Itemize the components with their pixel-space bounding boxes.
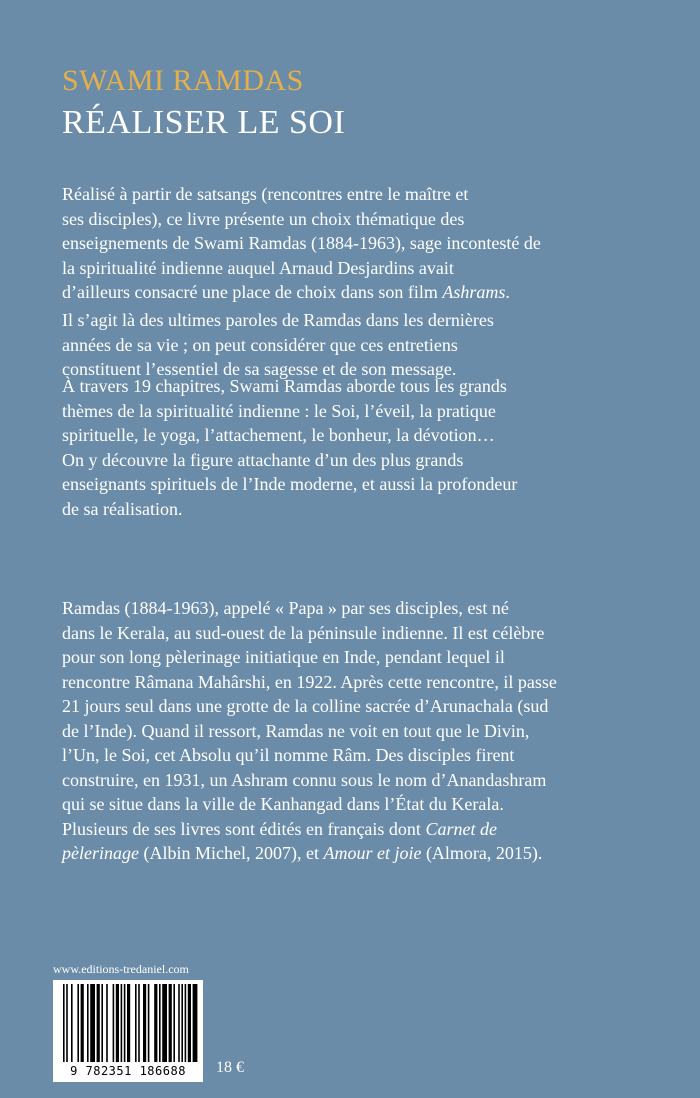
- book-title-italic: Carnet de: [425, 818, 497, 839]
- text-line: [62, 280, 652, 305]
- text-line: Ramdas (1884-1963), appelé « Papa » par ses disciples, est né: [62, 598, 509, 618]
- blurb-paragraph-1: [62, 182, 652, 305]
- barcode-bar: [185, 984, 187, 1062]
- text-line: [62, 817, 652, 842]
- price: 18 €: [216, 1059, 244, 1076]
- text-line: constituent l’essentiel de sa sagesse et de son message.: [62, 359, 457, 379]
- text-fragment: d’ailleurs consacré une place de choix dans son film: [62, 282, 443, 302]
- barcode-bar: [63, 984, 65, 1062]
- text-line: ses disciples), ce livre présente un choix thématique des: [62, 208, 465, 229]
- blurb-paragraph-3: [62, 374, 652, 521]
- text-fragment: Plusieurs de ses livres sont édités en français dont: [62, 818, 426, 839]
- barcode-bar: [193, 984, 198, 1062]
- text-fragment: (Almora, 2015).: [421, 843, 543, 863]
- barcode-bar: [135, 984, 137, 1062]
- barcode-bar: [127, 984, 130, 1062]
- barcode-bar: [90, 984, 95, 1062]
- author-bio: [62, 596, 652, 866]
- text-fragment: (Albin Michel, 2007), et: [138, 843, 324, 863]
- barcode-bar: [148, 984, 150, 1062]
- text-line: spirituelle, le yoga, l’attachement, le bonheur, la dévotion…: [62, 425, 495, 445]
- book-title-italic: pèlerinage: [62, 843, 139, 863]
- publisher-website: www.editions-tredaniel.com: [53, 962, 189, 976]
- barcode-bar: [106, 984, 108, 1062]
- barcode-bar: [159, 984, 161, 1062]
- text-line: rencontre Râmana Mahârshi, en 1922. Après cette rencontre, il passe: [62, 671, 557, 692]
- text-fragment: .: [505, 282, 510, 302]
- barcode-bar: [143, 984, 146, 1062]
- barcode-bar: [188, 984, 191, 1062]
- text-line: 21 jours seul dans une grotte de la colline sacrée d’Arunachala (sud: [62, 696, 549, 716]
- text-line: dans le Kerala, au sud-ouest de la péninsule indienne. Il est célèbre: [62, 622, 545, 643]
- text-line: années de sa vie ; on peut considérer que ces entretiens: [62, 334, 458, 355]
- text-line: À travers 19 chapitres, Swami Ramdas aborde tous les grands: [62, 376, 507, 396]
- barcode-bar: [169, 984, 172, 1062]
- barcode-bar: [162, 984, 167, 1062]
- barcode-bar: [101, 984, 103, 1062]
- barcode-bar: [124, 984, 126, 1062]
- blurb-paragraph-2: [62, 308, 652, 382]
- barcode-bar: [154, 984, 157, 1062]
- barcode-bar: [97, 984, 100, 1062]
- text-line: la spiritualité indienne auquel Arnaud Desjardins avait: [62, 257, 454, 278]
- book-title: RÉALISER LE SOI: [62, 104, 346, 141]
- author-name: SWAMI RAMDAS: [62, 64, 304, 97]
- text-line: thèmes de la spiritualité indienne : le Soi, l’éveil, la pratique: [62, 400, 496, 421]
- barcode-bar: [81, 984, 84, 1062]
- text-line: On y découvre la figure attachante d’un des plus grands: [62, 449, 464, 470]
- barcode-bar: [77, 984, 79, 1062]
- text-line: enseignements de Swami Ramdas (1884-1963), sage incontesté de: [62, 233, 541, 253]
- text-line: Il s’agit là des ultimes paroles de Ramdas dans les dernières: [62, 310, 494, 330]
- text-line: enseignants spirituels de l’Inde moderne, et aussi la profondeur: [62, 474, 518, 494]
- film-title: Ashrams: [442, 282, 506, 302]
- barcode-bar: [87, 984, 89, 1062]
- text-line: qui se situe dans la ville de Kanhangad dans l’État du Kerala.: [62, 794, 504, 814]
- text-line: Réalisé à partir de satsangs (rencontres entre le maître et: [62, 184, 469, 204]
- barcode-bar: [121, 984, 123, 1062]
- book-title-italic: Amour et joie: [323, 843, 422, 863]
- isbn-number: 9 782351 186688: [70, 1064, 186, 1078]
- barcode-bar: [178, 984, 180, 1062]
- text-line: construire, en 1931, un Ashram connu sous le nom d’Anandashram: [62, 769, 547, 790]
- text-line: de l’Inde). Quand il ressort, Ramdas ne voit en tout que le Divin,: [62, 720, 530, 741]
- barcode-bar: [113, 984, 115, 1062]
- barcode-bar: [138, 984, 140, 1062]
- barcode-bar: [181, 984, 183, 1062]
- barcode-bars: [53, 980, 203, 1064]
- text-line: de sa réalisation.: [62, 498, 183, 519]
- barcode-bar: [71, 984, 73, 1062]
- text-line: l’Un, le Soi, cet Absolu qu’il nomme Râm. Des disciples firent: [62, 745, 515, 765]
- text-line: pour son long pèlerinage initiatique en Inde, pendant lequel il: [62, 647, 505, 667]
- barcode-bar: [116, 984, 119, 1062]
- barcode-bar: [66, 984, 68, 1062]
- barcode-bar: [173, 984, 175, 1062]
- text-line: [62, 841, 652, 866]
- barcode: [53, 980, 203, 1082]
